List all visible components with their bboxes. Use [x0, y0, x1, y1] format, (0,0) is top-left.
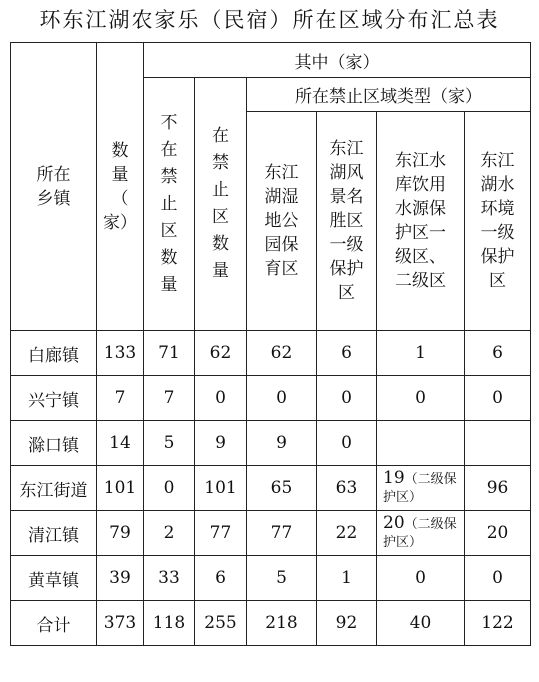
- table-row: [11, 511, 531, 556]
- cell-in-zone: 9: [195, 421, 247, 466]
- header-wetland: 东江 湖湿 地公 园保 育区: [247, 112, 317, 331]
- cell-town: 兴宁镇: [11, 376, 97, 421]
- cell-water-env: 96: [465, 466, 531, 511]
- cell-reservoir: 0: [377, 556, 465, 601]
- table-row: [11, 376, 531, 421]
- cell-scenic: 63: [317, 466, 377, 511]
- cell-reservoir: 1: [377, 331, 465, 376]
- cell-town: 黄草镇: [11, 556, 97, 601]
- total-in-zone: 255: [195, 601, 247, 646]
- cell-scenic: 6: [317, 331, 377, 376]
- table-row: [11, 556, 531, 601]
- table-row: [11, 466, 531, 511]
- header-count: 数 量 （ 家）: [97, 43, 144, 331]
- cell-not-in: 7: [144, 376, 195, 421]
- cell-count: 133: [97, 331, 144, 376]
- total-town: 合计: [11, 601, 97, 646]
- cell-not-in: 0: [144, 466, 195, 511]
- total-wetland: 218: [247, 601, 317, 646]
- cell-town: 滁口镇: [11, 421, 97, 466]
- header-water-env: 东江 湖水 环境 一级 保护 区: [465, 112, 531, 331]
- table-row: [11, 331, 531, 376]
- cell-in-zone: 6: [195, 556, 247, 601]
- cell-wetland: 9: [247, 421, 317, 466]
- cell-wetland: 65: [247, 466, 317, 511]
- table-row: [11, 421, 531, 466]
- cell-not-in: 33: [144, 556, 195, 601]
- cell-water-env: 0: [465, 376, 531, 421]
- cell-water-env: 6: [465, 331, 531, 376]
- cell-count: 14: [97, 421, 144, 466]
- cell-town: 白廊镇: [11, 331, 97, 376]
- cell-not-in: 5: [144, 421, 195, 466]
- cell-wetland: 62: [247, 331, 317, 376]
- total-not-in: 118: [144, 601, 195, 646]
- cell-reservoir: 20（二级保护区）: [377, 511, 465, 556]
- cell-reservoir: 0: [377, 376, 465, 421]
- header-town: 所在 乡镇: [11, 43, 97, 331]
- cell-reservoir: [377, 421, 465, 466]
- total-water-env: 122: [465, 601, 531, 646]
- header-not-in-zone: 不 在 禁 止 区 数 量: [144, 78, 195, 331]
- summary-table: [10, 42, 531, 646]
- header-zone-types: 所在禁止区域类型（家）: [247, 78, 531, 112]
- cell-count: 79: [97, 511, 144, 556]
- cell-in-zone: 101: [195, 466, 247, 511]
- cell-in-zone: 77: [195, 511, 247, 556]
- cell-not-in: 2: [144, 511, 195, 556]
- header-in-zone: 在 禁 止 区 数 量: [195, 78, 247, 331]
- header-among: 其中（家）: [144, 43, 531, 78]
- header-scenic: 东江 湖风 景名 胜区 一级 保护 区: [317, 112, 377, 331]
- cell-reservoir: 19（二级保护区）: [377, 466, 465, 511]
- cell-count: 7: [97, 376, 144, 421]
- cell-water-env: 0: [465, 556, 531, 601]
- cell-town: 清江镇: [11, 511, 97, 556]
- table-title: 环东江湖农家乐（民宿）所在区域分布汇总表: [39, 8, 500, 32]
- cell-town: 东江街道: [11, 466, 97, 511]
- cell-water-env: [465, 421, 531, 466]
- total-row: [11, 601, 531, 646]
- cell-count: 39: [97, 556, 144, 601]
- cell-scenic: 22: [317, 511, 377, 556]
- cell-wetland: 77: [247, 511, 317, 556]
- total-scenic: 92: [317, 601, 377, 646]
- total-reservoir: 40: [377, 601, 465, 646]
- cell-count: 101: [97, 466, 144, 511]
- cell-scenic: 1: [317, 556, 377, 601]
- cell-in-zone: 0: [195, 376, 247, 421]
- cell-in-zone: 62: [195, 331, 247, 376]
- cell-scenic: 0: [317, 376, 377, 421]
- header-reservoir: 东江水 库饮用 水源保 护区一 级区、 二级区: [377, 112, 465, 331]
- cell-not-in: 71: [144, 331, 195, 376]
- cell-wetland: 0: [247, 376, 317, 421]
- cell-scenic: 0: [317, 421, 377, 466]
- cell-water-env: 20: [465, 511, 531, 556]
- total-count: 373: [97, 601, 144, 646]
- cell-wetland: 5: [247, 556, 317, 601]
